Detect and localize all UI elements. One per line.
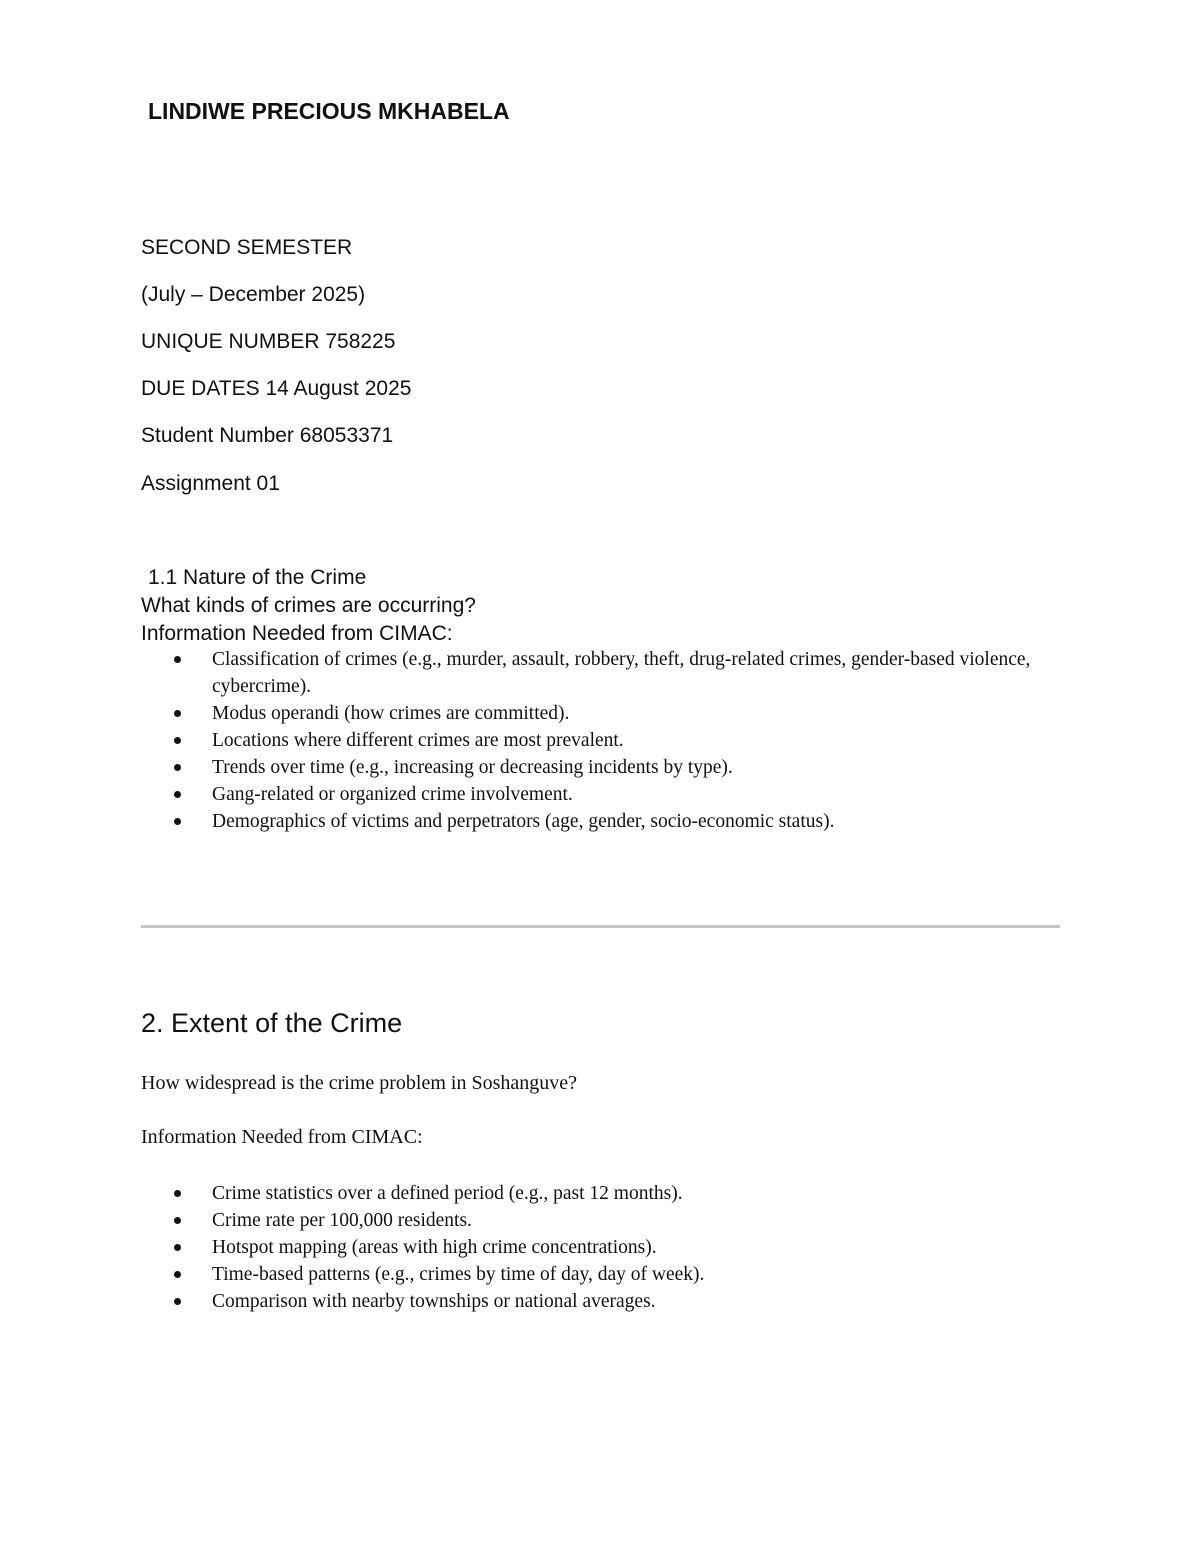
semester-label: SECOND SEMESTER [141,236,353,259]
list-item [141,646,1071,700]
section2-heading: 2. Extent of the Crime [141,1008,403,1038]
student-number: Student Number 68053371 [141,424,394,447]
list-item [141,1234,1071,1261]
horizontal-divider [141,925,1060,928]
author-name: LINDIWE PRECIOUS MKHABELA [148,98,510,124]
section2-question: How widespread is the crime problem in Soshanguve? [141,1072,578,1094]
list-item-text: Trends over time (e.g., increasing or decreasing incidents by type). [212,757,733,778]
list-item-text: Demographics of victims and perpetrators (age, gender, socio-economic status). [212,811,835,832]
list-item [141,781,1071,808]
section1-heading: 1.1 Nature of the Crime [148,566,367,589]
due-dates: DUE DATES 14 August 2025 [141,377,412,400]
assignment-label: Assignment 01 [141,472,280,495]
bullet-icon [174,1190,181,1197]
section1-info-label: Information Needed from CIMAC: [141,622,453,645]
list-item-text: Crime rate per 100,000 residents. [212,1210,472,1231]
semester-period: (July – December 2025) [141,283,366,306]
list-item [141,700,1071,727]
section2-bullet-list [141,1180,1071,1315]
section1-bullet-list [141,646,1071,835]
list-item-text: Classification of crimes (e.g., murder, assault, robbery, theft, drug-related crimes, gender-based violence, cybercrime). [212,649,1031,697]
list-item [141,1180,1071,1207]
list-item [141,808,1071,835]
bullet-icon [174,1271,181,1278]
bullet-icon [174,656,181,663]
list-item-text: Modus operandi (how crimes are committed). [212,703,570,724]
list-item-text: Hotspot mapping (areas with high crime concentrations). [212,1237,657,1258]
unique-number: UNIQUE NUMBER 758225 [141,330,396,353]
list-item [141,754,1071,781]
list-item [141,1288,1071,1315]
bullet-icon [174,764,181,771]
section2-info-label: Information Needed from CIMAC: [141,1126,423,1148]
list-item-text: Crime statistics over a defined period (e.g., past 12 months). [212,1183,683,1204]
list-item-text: Gang-related or organized crime involvement. [212,784,573,805]
list-item-text: Locations where different crimes are most prevalent. [212,730,624,751]
section1-question: What kinds of crimes are occurring? [141,594,476,617]
list-item [141,1261,1071,1288]
bullet-icon [174,1217,181,1224]
list-item-text: Comparison with nearby townships or national averages. [212,1291,656,1312]
list-item-text: Time-based patterns (e.g., crimes by time of day, day of week). [212,1264,705,1285]
list-item [141,1207,1071,1234]
bullet-icon [174,818,181,825]
bullet-icon [174,791,181,798]
bullet-icon [174,1244,181,1251]
bullet-icon [174,1298,181,1305]
bullet-icon [174,710,181,717]
bullet-icon [174,737,181,744]
list-item [141,727,1071,754]
